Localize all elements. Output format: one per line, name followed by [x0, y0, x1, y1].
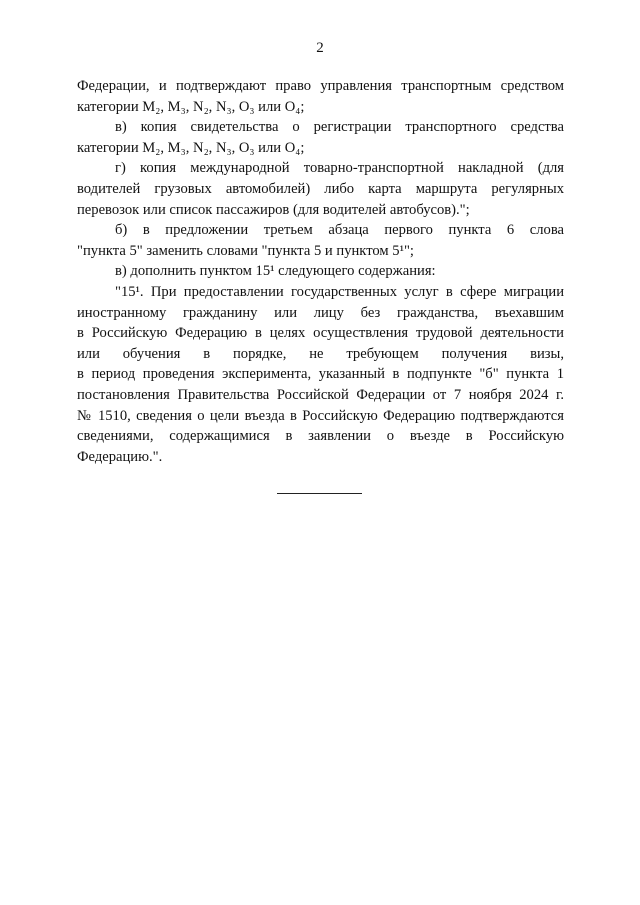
text-line-13: в Российскую Федерацию в целях осуществления трудовой деятельности — [77, 325, 564, 342]
text-line-19: Федерацию.". — [77, 448, 163, 465]
text-line-5: г) копия международной товарно-транспортной накладной (для — [115, 160, 564, 177]
text-line-1: Федерации, и подтверждают право управления транспортным средством — [77, 78, 564, 94]
text-line-6: водителей грузовых автомобилей) либо карта маршрута регулярных — [77, 180, 564, 197]
text-line-12: иностранному гражданину или лицу без гражданства, въехавшим — [77, 304, 564, 321]
page-number: 2 — [316, 40, 324, 56]
document-body — [77, 76, 564, 467]
end-separator-line — [277, 493, 362, 494]
text-line-4: категории M₂, M₃, N₂, N₃, O₃ или O₄; — [77, 139, 305, 156]
text-line-14: или обучения в порядке, не требующем получения визы, — [77, 345, 564, 362]
text-line-17: № 1510, сведения о цели въезда в Российскую Федерацию подтверждаются — [77, 407, 564, 424]
text-line-8: б) в предложении третьем абзаца первого пункта 6 слова — [115, 222, 564, 239]
text-line-15: в период проведения эксперимента, указанный в подпункте "б" пункта 1 — [77, 366, 564, 383]
text-line-2: категории M₂, M₃, N₂, N₃, O₃ или O₄; — [77, 98, 305, 115]
text-line-10: в) дополнить пунктом 15¹ следующего содержания: — [115, 263, 436, 280]
text-line-3: в) копия свидетельства о регистрации транспортного средства — [115, 119, 564, 136]
text-line-16: постановления Правительства Российской Федерации от 7 ноября 2024 г. — [77, 386, 564, 403]
text-line-7: перевозок или список пассажиров (для водителей автобусов)."; — [77, 201, 470, 218]
text-line-18: сведениями, содержащимися в заявлении о въезде в Российскую — [77, 428, 564, 445]
text-line-9: "пункта 5" заменить словами "пункта 5 и пунктом 5¹"; — [77, 242, 414, 259]
text-line-11: "15¹. При предоставлении государственных услуг в сфере миграции — [115, 283, 564, 300]
